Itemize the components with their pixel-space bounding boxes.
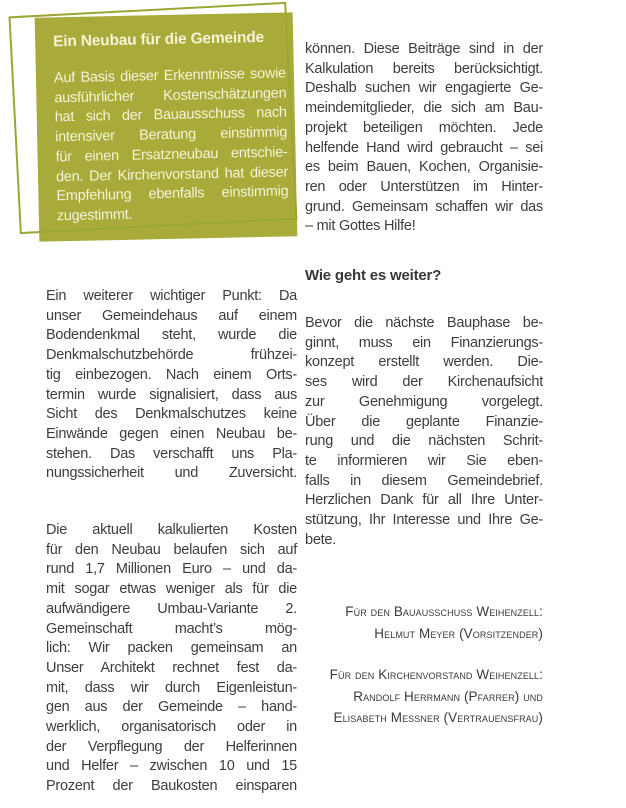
text-line: falls in diesem Gemeindebrief.	[305, 472, 543, 489]
text-line: ren oder Unterstützen im Hinter-	[305, 178, 543, 195]
text-line: und Helfer – zwischen 10 und 15	[46, 758, 297, 775]
text-line: Kalkulation bereits berücksichtigt.	[305, 60, 543, 77]
callout-box	[35, 12, 298, 241]
text-line: den. Der Kirchenvorstand hat dieser	[55, 163, 289, 185]
text-line: unser Gemeindehaus auf einem	[46, 307, 297, 324]
text-line: Einwände gegen einen Neubau be-	[46, 425, 297, 442]
text-line: Elisabeth Messner (Vertrauensfrau)	[333, 710, 543, 726]
text-line: Über die geplante Finanzie-	[305, 413, 543, 430]
text-line: meindemitglieder, die sich am Bau-	[305, 100, 543, 117]
right-column	[305, 40, 543, 729]
text-line: Gemeinschaft macht’s mög-	[46, 620, 297, 637]
text-line: können. Diese Beiträge sind in der	[305, 41, 543, 57]
text-line: zugestimmt.	[56, 206, 133, 225]
text-line: mit, dass wir durch Eigenleistun-	[46, 679, 297, 696]
signature-bauausschuss	[305, 601, 543, 644]
text-line: Für den Kirchenvorstand Weihenzell:	[329, 667, 543, 683]
text-line: ses wird der Kirchenaufsicht	[305, 374, 543, 391]
text-line: für einen Ersatzneubau entschie-	[55, 144, 288, 166]
text-line: Bevor die nächste Bauphase be-	[305, 315, 543, 332]
section-heading: Wie geht es weiter?	[305, 267, 442, 285]
text-line: lich: Wir packen gemeinsam an	[46, 640, 297, 657]
text-line: grund. Gemeinsam schaffen wir das	[305, 198, 543, 215]
paragraph-beitraege	[305, 40, 543, 237]
left-column	[46, 287, 297, 797]
text-line: termin wurde signalisiert, dass aus	[46, 386, 297, 403]
text-line: es beim Bauen, Kochen, Organisie-	[305, 159, 543, 176]
text-line: Prozent der Baukosten einsparen	[46, 778, 297, 795]
paragraph-baukosten	[46, 521, 297, 797]
text-line: rung und die nächsten Schrit-	[305, 433, 543, 450]
text-line: Sicht des Denkmalschutzes keine	[46, 406, 297, 423]
text-line: Denkmalschutzbehörde frühzei-	[46, 347, 297, 364]
text-line: Die aktuell kalkulierten Kosten	[46, 522, 297, 539]
text-line: mit sogar etwas weniger als für die	[46, 581, 297, 598]
text-line: Unser Architekt rechnet fest da-	[46, 659, 297, 676]
text-line: helfende Hand wird gebraucht – sei	[305, 139, 543, 156]
text-line: Empfehlung ebenfalls einstimmig	[56, 183, 289, 205]
text-line: ausführlicher Kostenschätzungen	[54, 85, 287, 107]
text-line: te informieren wir Sie eben-	[305, 452, 543, 469]
text-line: werklich, organisatorisch oder in	[46, 719, 297, 736]
text-line: Helmut Meyer (Vorsitzender)	[374, 625, 543, 641]
text-line: bete.	[305, 531, 336, 548]
text-line: ginnt, muss ein Finanzierungs-	[305, 334, 543, 351]
text-line: tig einbezogen. Nach einem Orts-	[46, 366, 297, 383]
signature-kirchenvorstand	[305, 664, 543, 729]
text-line: nungssicherheit und Zuversicht.	[46, 465, 297, 482]
text-line: Randolf Herrmann (Pfarrer) und	[353, 688, 543, 704]
text-line: Deshalb suchen wir engagierte Ge-	[305, 80, 543, 97]
text-line: stützung, Ihr Interesse und Ihre Ge-	[305, 512, 543, 529]
text-line: für den Neubau belaufen sich auf	[46, 541, 297, 558]
text-line: hat sich der Bauausschuss nach	[54, 104, 287, 126]
text-line: rund 1,7 Millionen Euro – und da-	[46, 561, 297, 578]
callout-body-text	[54, 64, 289, 226]
text-line: projekt beteiligen möchten. Jede	[305, 119, 543, 136]
paragraph-finanzierung	[305, 314, 543, 550]
text-line: intensiver Beratung einstimmig	[55, 124, 288, 146]
text-line: Ein weiterer wichtiger Punkt: Da	[46, 288, 297, 304]
paragraph-denkmalschutz	[46, 287, 297, 484]
callout-title: Ein Neubau für die Gemeinde	[53, 28, 265, 51]
text-line: stehen. Das verschafft uns Pla-	[46, 445, 297, 462]
text-line: – mit Gottes Hilfe!	[305, 218, 416, 235]
text-line: Für den Bauausschuss Weihenzell:	[345, 604, 543, 620]
text-line: der Verpflegung der Helferinnen	[46, 738, 297, 755]
text-line: konzept erstellt werden. Die-	[305, 354, 543, 371]
text-line: Herzlichen Dank für all Ihre Unter-	[305, 492, 543, 509]
text-line: gen aus der Gemeinde – hand-	[46, 699, 297, 716]
text-line: aufwändigere Umbau-Variante 2.	[46, 600, 297, 617]
text-line: Bodendenkmal steht, wurde die	[46, 327, 297, 344]
text-line: zur Genehmigung vorgelegt.	[305, 393, 543, 410]
text-line: Auf Basis dieser Erkenntnisse sowie	[53, 65, 287, 87]
